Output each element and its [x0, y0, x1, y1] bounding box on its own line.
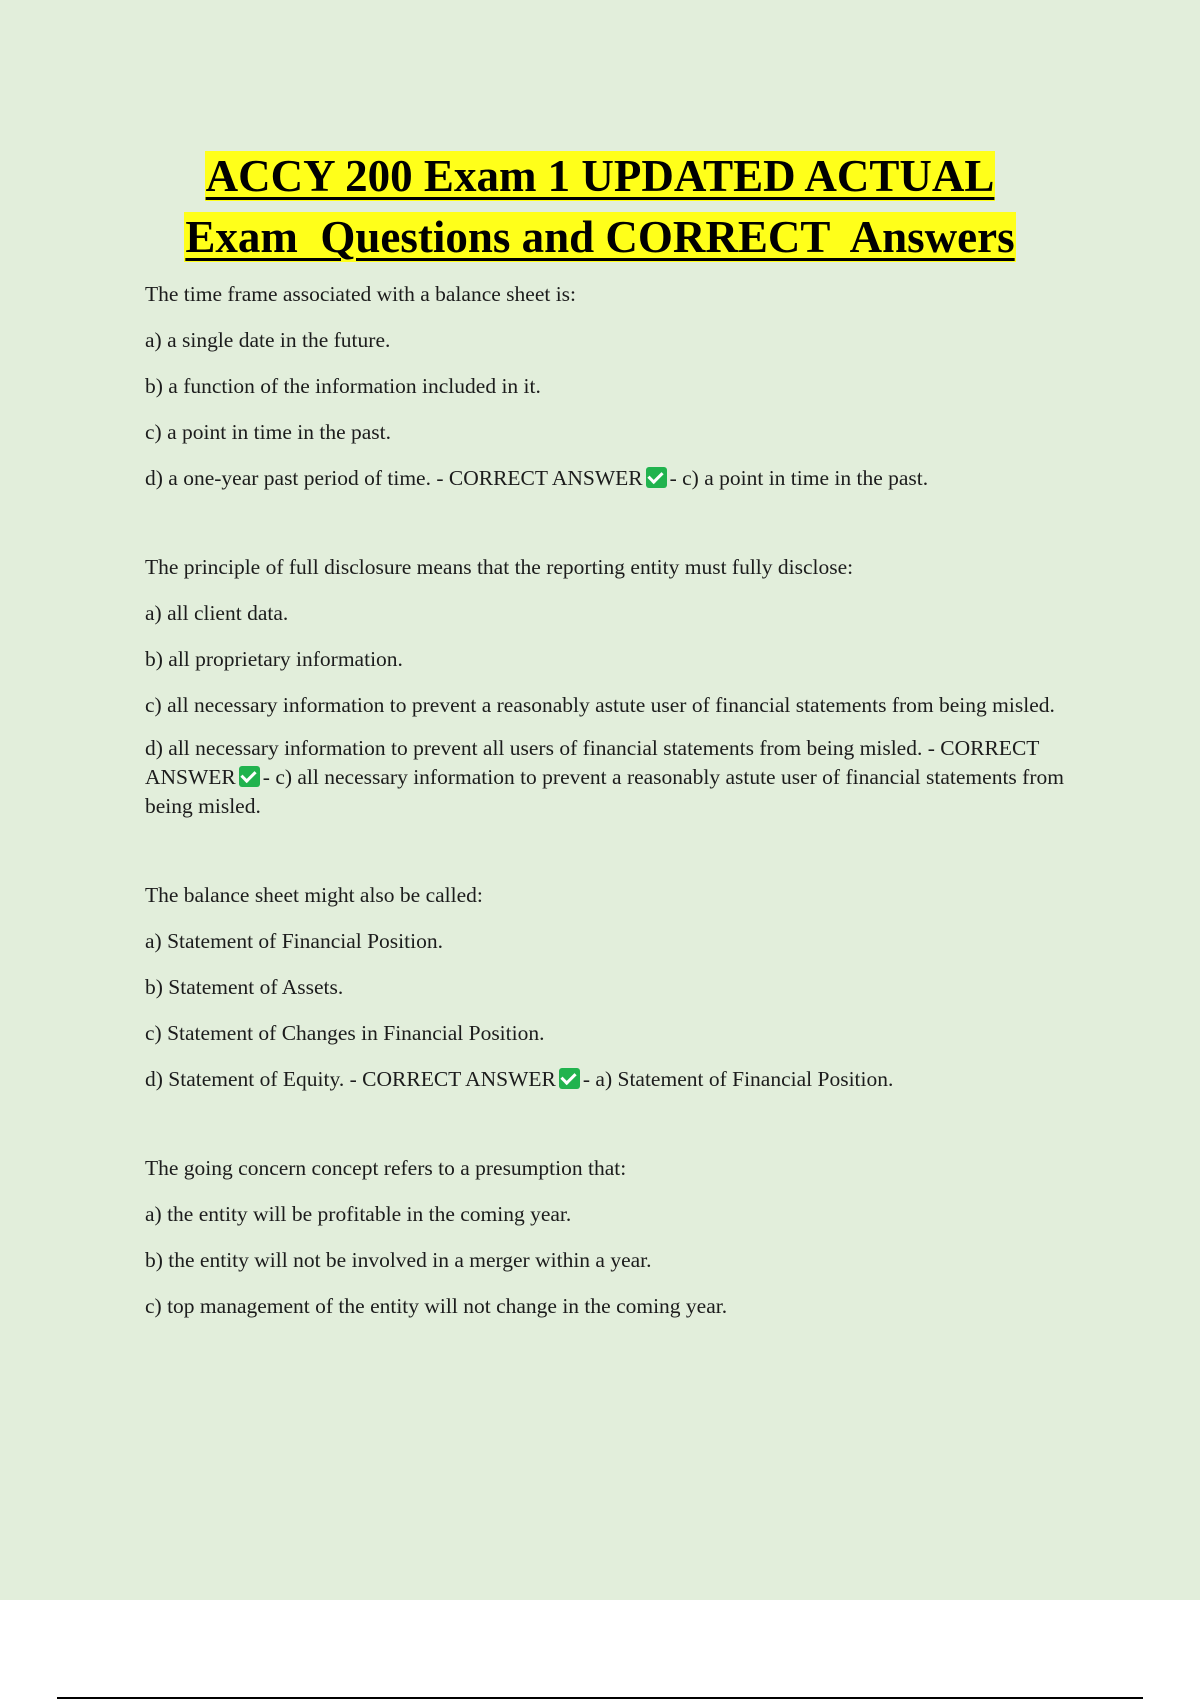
title-line-1: ACCY 200 Exam 1 UPDATED ACTUAL: [205, 151, 995, 201]
option-a: a) Statement of Financial Position.: [145, 929, 443, 953]
question-stem: The time frame associated with a balance sheet is:: [145, 282, 577, 306]
option-a: a) all client data.: [145, 601, 289, 625]
option-b: b) all proprietary information.: [145, 647, 403, 671]
question-1: [145, 280, 1065, 493]
footer-divider: [57, 1697, 1143, 1699]
option-d: d) a one-year past period of time. - CORRECT ANSWER: [145, 466, 643, 490]
option-c: c) a point in time in the past.: [145, 420, 392, 444]
title-line-2: Exam Questions and CORRECT Answers: [185, 212, 1015, 262]
check-mark-icon: [646, 467, 667, 488]
option-a: a) a single date in the future.: [145, 328, 391, 352]
correct-answer: - c) a point in time in the past.: [669, 466, 929, 490]
question-3: [145, 881, 1065, 1094]
option-b: b) Statement of Assets.: [145, 975, 344, 999]
option-d-with-answer: [145, 1065, 1065, 1094]
question-stem: The balance sheet might also be called:: [145, 883, 483, 907]
check-mark-icon: [239, 766, 260, 787]
correct-answer: - a) Statement of Financial Position.: [582, 1067, 894, 1091]
option-d-with-answer: [145, 464, 1065, 493]
question-stem: The principle of full disclosure means that the reporting entity must fully disclose:: [145, 555, 854, 579]
option-c: c) top management of the entity will not change in the coming year.: [145, 1294, 728, 1318]
option-d: d) all necessary information to prevent all users of financial statements from being misled. - CORRECT ANSWER: [145, 736, 1040, 789]
question-2: [145, 553, 1065, 821]
question-4: [145, 1154, 1065, 1321]
check-mark-icon: [559, 1068, 580, 1089]
option-d-with-answer: [145, 734, 1065, 821]
option-b: b) the entity will not be involved in a merger within a year.: [145, 1248, 652, 1272]
question-list: [145, 280, 1065, 1338]
option-a: a) the entity will be profitable in the coming year.: [145, 1202, 572, 1226]
option-d: d) Statement of Equity. - CORRECT ANSWER: [145, 1067, 556, 1091]
option-c: c) Statement of Changes in Financial Position.: [145, 1021, 545, 1045]
option-c: c) all necessary information to prevent a reasonably astute user of financial statements from being misled.: [145, 693, 1055, 717]
option-b: b) a function of the information included in it.: [145, 374, 541, 398]
document-title: [0, 146, 1200, 268]
question-stem: The going concern concept refers to a presumption that:: [145, 1156, 627, 1180]
correct-answer: - c) all necessary information to prevent a reasonably astute user of financial statements from being misled.: [145, 765, 1064, 818]
